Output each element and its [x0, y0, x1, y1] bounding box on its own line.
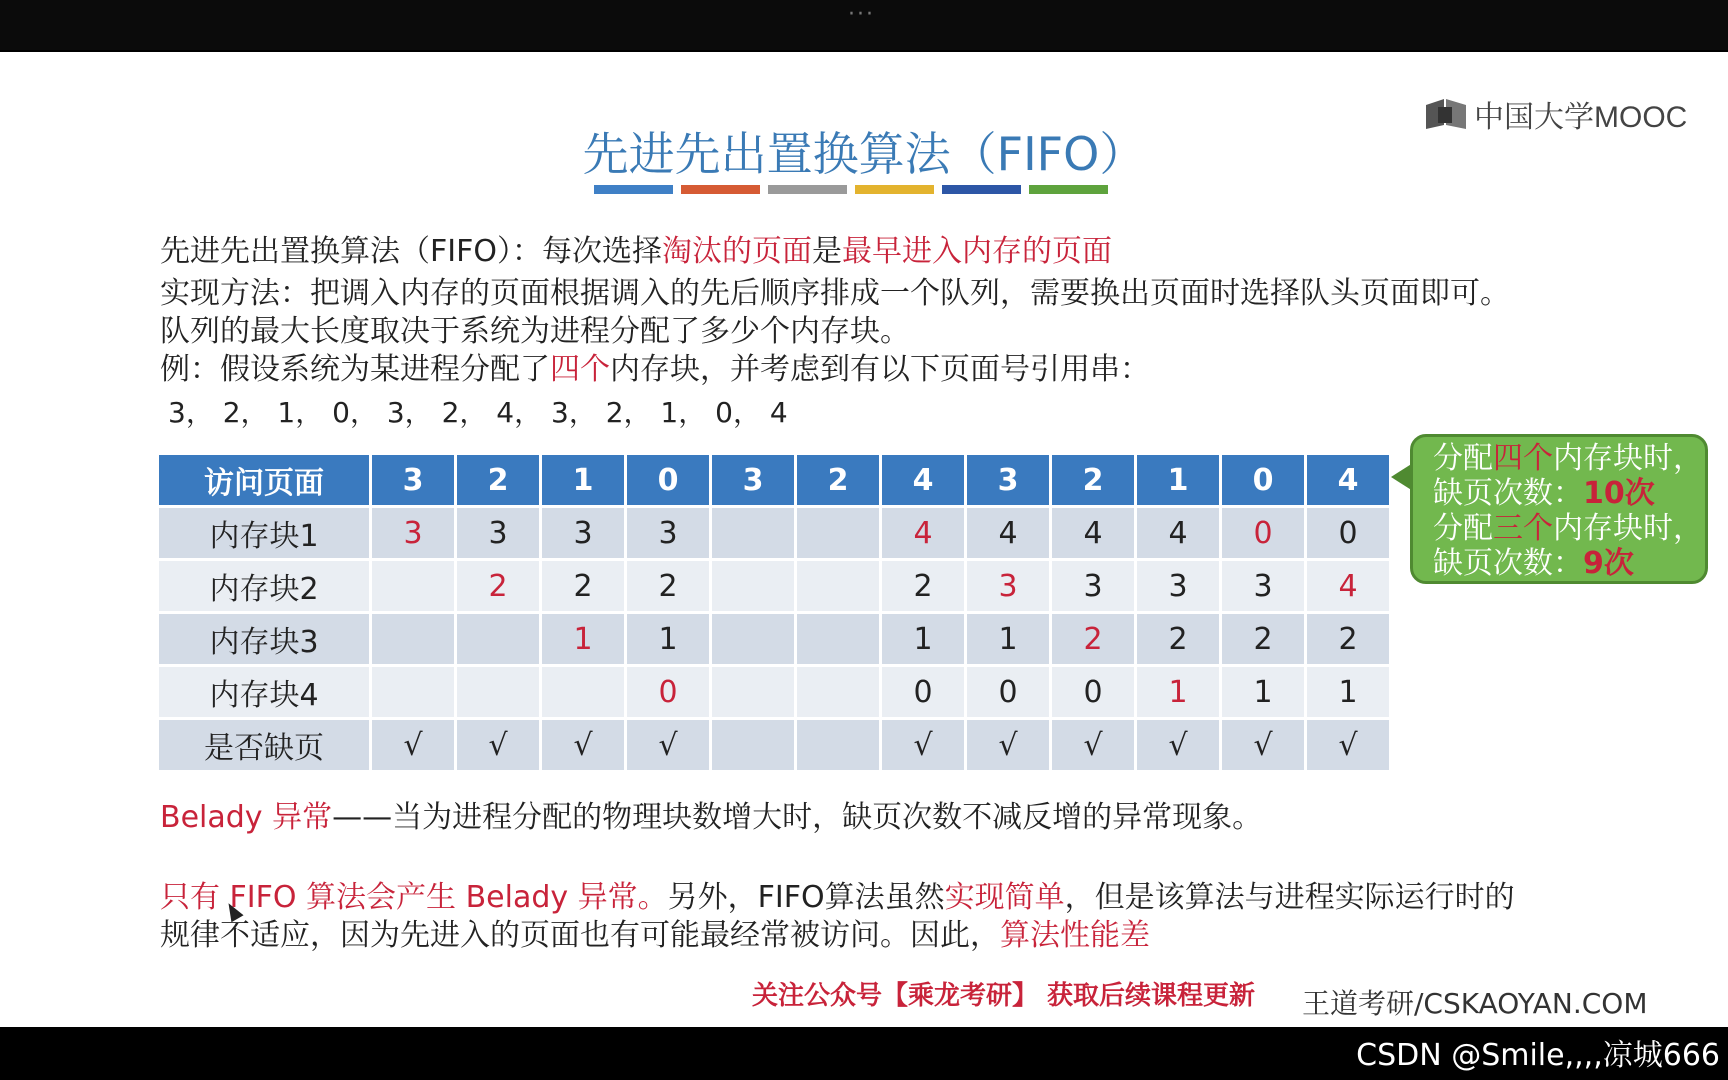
- table-cell: 3: [1136, 560, 1221, 613]
- table-cell: √: [456, 719, 541, 772]
- header-page-cell: 4: [881, 454, 966, 507]
- table-cell: [711, 666, 796, 719]
- title-bar-1: [594, 185, 673, 194]
- table-cell: 3: [626, 507, 711, 560]
- table-cell: 2: [626, 560, 711, 613]
- footer-promo: 关注公众号【乘龙考研】 获取后续课程更新: [752, 981, 1256, 1011]
- table-cell: 2: [541, 560, 626, 613]
- row-label: 内存块4: [158, 666, 371, 719]
- title-color-bars: [594, 185, 1108, 194]
- csdn-watermark: CSDN @Smile,,,,凉城666: [1356, 1038, 1720, 1073]
- table-cell: 4: [1051, 507, 1136, 560]
- belady-line: [160, 792, 1262, 836]
- header-label: 访问页面: [158, 454, 371, 507]
- title-bar-6: [1029, 185, 1108, 194]
- table-cell: 3: [456, 507, 541, 560]
- table-cell: 1: [881, 613, 966, 666]
- header-page-cell: 1: [1136, 454, 1221, 507]
- slide-title: 先进先出置换算法（FIFO）: [582, 127, 1146, 181]
- page-fault-callout: [1410, 434, 1708, 584]
- table-cell: 0: [1221, 507, 1306, 560]
- header-page-cell: 2: [796, 454, 881, 507]
- table-cell: 0: [1051, 666, 1136, 719]
- table-cell: √: [881, 719, 966, 772]
- table-cell: [711, 507, 796, 560]
- table-cell: 1: [541, 613, 626, 666]
- table-cell: 2: [456, 560, 541, 613]
- callout-line-3: 分配三个内存块时，: [1433, 511, 1703, 546]
- table-cell: 1: [1221, 666, 1306, 719]
- header-page-cell: 0: [1221, 454, 1306, 507]
- header-page-cell: 3: [711, 454, 796, 507]
- table-cell: 1: [626, 613, 711, 666]
- table-cell: 4: [881, 507, 966, 560]
- table-row: [158, 719, 1391, 772]
- table-cell: 0: [881, 666, 966, 719]
- table-cell: [371, 613, 456, 666]
- table-cell: 1: [1136, 666, 1221, 719]
- table-cell: 3: [541, 507, 626, 560]
- definition-line: [160, 226, 1112, 270]
- definition-mid: 是: [811, 234, 842, 269]
- belady-text: ——当为进程分配的物理块数增大时，缺页次数不减反增的异常现象。: [332, 800, 1263, 835]
- header-page-cell: 4: [1306, 454, 1391, 507]
- table-cell: [541, 666, 626, 719]
- table-cell: 3: [1221, 560, 1306, 613]
- conclusion-mid: 另外，FIFO算法虽然: [667, 880, 945, 915]
- header-page-cell: 2: [456, 454, 541, 507]
- table-cell: 2: [1136, 613, 1221, 666]
- more-dots-icon[interactable]: ···: [848, 2, 875, 27]
- table-cell: [456, 613, 541, 666]
- table-cell: 0: [1306, 507, 1391, 560]
- callout-pointer: [1391, 463, 1413, 491]
- example-suffix: 内存块，并考虑到有以下页面号引用串：: [610, 352, 1150, 387]
- table-row: [158, 507, 1391, 560]
- conclusion-red-3: 算法性能差: [1000, 918, 1150, 953]
- logo-text: 中国大学MOOC: [1474, 101, 1688, 134]
- row-label: 内存块2: [158, 560, 371, 613]
- header-page-cell: 1: [541, 454, 626, 507]
- table-cell: [711, 719, 796, 772]
- conclusion-start-2: 规律不适应，因为先进入的页面也有可能最经常被访问。因此，: [160, 918, 1000, 953]
- table-cell: 4: [1136, 507, 1221, 560]
- table-cell: 2: [881, 560, 966, 613]
- table-cell: √: [966, 719, 1051, 772]
- definition-highlight-2: 最早进入内存的页面: [841, 234, 1112, 269]
- table-cell: [711, 613, 796, 666]
- table-cell: √: [1306, 719, 1391, 772]
- title-bar-5: [942, 185, 1021, 194]
- row-label: 是否缺页: [158, 719, 371, 772]
- table-cell: 3: [966, 560, 1051, 613]
- table-cell: √: [541, 719, 626, 772]
- header-page-cell: 3: [966, 454, 1051, 507]
- table-cell: √: [1136, 719, 1221, 772]
- table-row: [158, 560, 1391, 613]
- table-cell: [711, 560, 796, 613]
- row-label: 内存块3: [158, 613, 371, 666]
- example-line: [160, 344, 1150, 388]
- implementation-line: 实现方法：把调入内存的页面根据调入的先后顺序排成一个队列，需要换出页面时选择队头页面即可。: [160, 276, 1510, 311]
- example-highlight: 四个: [550, 352, 610, 387]
- title-bar-2: [681, 185, 760, 194]
- queue-note-line: 队列的最大长度取决于系统为进程分配了多少个内存块。: [160, 314, 910, 349]
- header-page-cell: 3: [371, 454, 456, 507]
- table-cell: [796, 666, 881, 719]
- callout-line-2: 缺页次数：10次: [1433, 476, 1655, 511]
- table-cell: 2: [1051, 613, 1136, 666]
- conclusion-end: ，但是该算法与进程实际运行时的: [1064, 880, 1515, 915]
- table-cell: [796, 613, 881, 666]
- title-bar-3: [768, 185, 847, 194]
- footer-site: 王道考研/CSKAOYAN.COM: [1302, 987, 1648, 1020]
- table-cell: √: [1221, 719, 1306, 772]
- table-cell: 3: [1051, 560, 1136, 613]
- table-cell: 2: [1306, 613, 1391, 666]
- definition-highlight-1: 淘汰的页面: [661, 234, 812, 269]
- table-cell: 2: [1221, 613, 1306, 666]
- table-cell: [796, 719, 881, 772]
- table-cell: [371, 666, 456, 719]
- callout-line-1: 分配四个内存块时，: [1433, 441, 1703, 476]
- table-cell: 4: [1306, 560, 1391, 613]
- belady-highlight: Belady 异常: [160, 800, 333, 835]
- table-header-row: [158, 454, 1391, 507]
- table-cell: √: [371, 719, 456, 772]
- table-cell: 1: [1306, 666, 1391, 719]
- conclusion-line-2: [160, 910, 1150, 954]
- conclusion-red-1: 只有 FIFO 算法会产生 Belady 异常。: [160, 880, 668, 915]
- table-cell: 3: [371, 507, 456, 560]
- table-cell: 4: [966, 507, 1051, 560]
- table-cell: √: [1051, 719, 1136, 772]
- table-cell: √: [626, 719, 711, 772]
- conclusion-red-2: 实现简单: [944, 880, 1065, 915]
- table-cell: [796, 507, 881, 560]
- table-row: [158, 613, 1391, 666]
- table-cell: [796, 560, 881, 613]
- table-row: [158, 666, 1391, 719]
- page-replacement-table: [156, 452, 1392, 773]
- table-cell: 0: [966, 666, 1051, 719]
- definition-prefix: 先进先出置换算法（FIFO）：每次选择: [160, 234, 662, 269]
- example-prefix: 例：假设系统为某进程分配了: [160, 352, 550, 387]
- table-cell: [456, 666, 541, 719]
- header-page-cell: 0: [626, 454, 711, 507]
- table-cell: 0: [626, 666, 711, 719]
- window-top-bar: [0, 0, 1728, 50]
- table-cell: [371, 560, 456, 613]
- reference-string: 3， 2， 1， 0， 3， 2， 4， 3， 2， 1， 0， 4: [168, 396, 788, 429]
- header-page-cell: 2: [1051, 454, 1136, 507]
- row-label: 内存块1: [158, 507, 371, 560]
- title-bar-4: [855, 185, 934, 194]
- table-cell: 1: [966, 613, 1051, 666]
- callout-line-4: 缺页次数：9次: [1433, 546, 1634, 581]
